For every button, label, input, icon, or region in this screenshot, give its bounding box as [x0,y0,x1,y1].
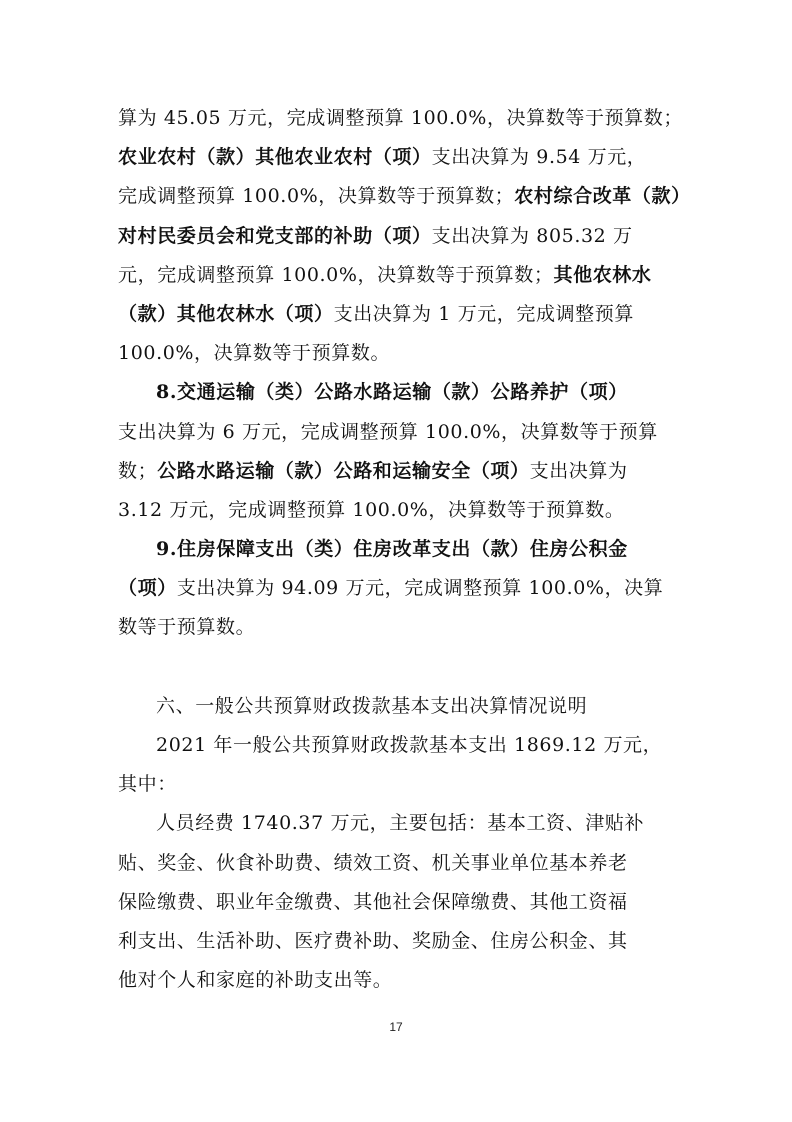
text-line [118,452,688,491]
text-segment: 支出决算为 [529,459,628,482]
bold-item-title: 8.交通运输（类）公路水路运输（款）公路养护（项） [156,381,628,404]
text-line [118,765,688,804]
paragraph-gap [118,648,688,687]
text-segment: 支出决算为 805.32 万 [431,224,633,247]
bold-item-title: 其他农林水 [553,263,652,286]
text-line [118,883,688,922]
text-segment: 2021 年一般公共预算财政拨款基本支出 1869.12 万元， [156,734,663,756]
text-segment: 保险缴费、职业年金缴费、其他社会保障缴费、其他工资福 [118,890,628,913]
text-line [118,608,688,647]
bold-item-title: 农村综合改革（款） [514,185,691,208]
text-segment: 支出决算为 9.54 万元， [431,146,647,169]
text-line [118,922,688,961]
section-heading [118,687,688,726]
text-line [118,844,688,883]
text-line [118,99,688,138]
text-segment: 100.0%，决算数等于预算数。 [118,342,391,365]
text-line [118,177,691,216]
bold-item-title: 对村民委员会和党支部的补助（项） [118,224,432,247]
bold-item-title: 公路水路运输（款）公路和运输安全（项） [157,459,530,482]
text-line [118,961,688,1000]
text-segment: 六、一般公共预算财政拨款基本支出决算情况说明 [156,694,588,717]
text-segment: 他对个人和家庭的补助支出等。 [118,969,393,992]
text-line [118,334,688,373]
text-line [118,295,688,334]
text-line [118,530,688,569]
bold-item-title: 农业农村（款）其他农业农村（项） [118,146,432,169]
text-segment: 元，完成调整预算 100.0%，决算数等于预算数； [118,263,554,286]
text-segment: 完成调整预算 100.0%，决算数等于预算数； [118,185,515,208]
text-segment: 贴、奖金、伙食补助费、绩效工资、机关事业单位基本养老 [118,851,628,874]
bold-item-title: （款）其他农林水（项） [118,302,334,325]
body-text [118,99,691,1000]
text-line [118,256,688,295]
text-line [118,491,688,530]
text-line [118,726,688,765]
text-line [118,569,688,608]
text-line [118,373,688,412]
text-segment: 利支出、生活补助、医疗费补助、奖励金、住房公积金、其 [118,929,628,952]
text-line [118,138,688,177]
text-line [118,804,688,843]
text-line [118,413,688,452]
text-segment: 支出决算为 94.09 万元，完成调整预算 100.0%，决算 [176,577,664,600]
text-segment: 3.12 万元，完成调整预算 100.0%，决算数等于预算数。 [118,498,625,521]
text-segment: 数； [118,459,158,482]
text-segment: 支出决算为 6 万元，完成调整预算 100.0%，决算数等于预算 [118,420,658,443]
text-segment: 其中： [118,773,177,796]
text-segment: 数等于预算数。 [118,616,256,639]
page-number: 17 [389,1020,403,1034]
text-segment: 算为 45.05 万元，完成调整预算 100.0%，决算数等于预算数； [118,107,683,129]
text-segment: 支出决算为 1 万元，完成调整预算 [333,302,634,325]
bold-item-title: （项） [118,577,177,600]
text-segment: 人员经费 1740.37 万元，主要包括：基本工资、津贴补 [156,812,645,835]
text-line [118,217,688,256]
bold-item-title: 9.住房保障支出（类）住房改革支出（款）住房公积金 [156,538,628,561]
